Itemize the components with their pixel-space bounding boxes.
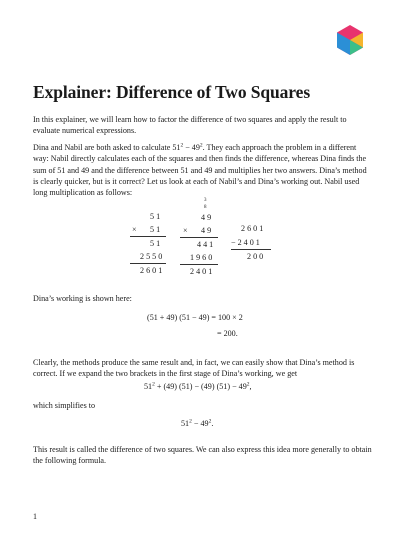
calc2-row3: 4 4 1 (197, 240, 214, 249)
calc1-op: × (132, 225, 137, 234)
calc2-rule2 (180, 264, 218, 265)
simplifies-text: which simplifies to (33, 401, 96, 410)
simplified-equation: $51^2 - 49^2$. (181, 418, 214, 428)
calc2-op: × (183, 226, 188, 235)
calc2-row5: 2 4 0 1 (190, 267, 213, 276)
dina-equation-line2: = 200. (217, 329, 238, 338)
calc2-carry1: 3 (204, 198, 207, 203)
calc2-rule1 (180, 237, 218, 238)
calc1-rule1 (130, 236, 166, 237)
calc2-carry2: 8 (204, 205, 207, 210)
calc1-row3: 5 1 (150, 239, 161, 248)
intro-paragraph: In this explainer, we will learn how to factor the difference of two squares and apply the result to evaluate numerical expressions. (33, 115, 347, 136)
problem-paragraph: Dina and Nabil are both asked to calculate $51^2 - 49^2$. They each approach the problem in a different way: Nabil directly calculates each of the squares and then finds the difference, whereas Dina finds the sum of 51 and 49 and the difference between 51 and 49 and multiplies her two answers. Dina’s method is clearly quicker, but is it correct? Let us look at each of Nabil’s and Dina’s working out. Nabil used long multiplication as follows: (33, 142, 367, 198)
calc2-row1: 4 9 (201, 213, 212, 222)
calc1-row1: 5 1 (150, 212, 161, 221)
calc1-row5: 2 6 0 1 (140, 266, 163, 275)
calc3-row3: 2 0 0 (247, 252, 264, 261)
conclusion-paragraph: This result is called the difference of two squares. We can also express this idea more generally to obtain the following formula. (33, 445, 372, 466)
dina-intro: Dina’s working is shown here: (33, 294, 132, 303)
calc1-row4: 2 5 5 0 (140, 252, 163, 261)
nagwa-logo-icon (334, 24, 366, 56)
calc1-rule2 (130, 263, 166, 264)
dina-equation-line1: (51 + 49) (51 − 49) = 100 × 2 (147, 313, 243, 322)
calc3-rule (231, 249, 271, 250)
calc3-row2: − 2 4 0 1 (231, 238, 260, 247)
calc2-row4: 1 9 6 0 (190, 253, 213, 262)
page-title: Explainer: Difference of Two Squares (33, 82, 311, 102)
calc1-row2: 5 1 (150, 225, 161, 234)
expansion-paragraph: Clearly, the methods produce the same result and, in fact, we can easily show that Dina’s method is correct. If we expand the two brackets in the first stage of Dina’s working, we get (33, 358, 355, 379)
page-number: 1 (33, 512, 37, 521)
calc3-row1: 2 6 0 1 (241, 224, 264, 233)
expansion-equation: $51^2 + (49) (51) - (49) (51) - 49^2$, (144, 381, 252, 391)
calc2-row2: 4 9 (201, 226, 212, 235)
